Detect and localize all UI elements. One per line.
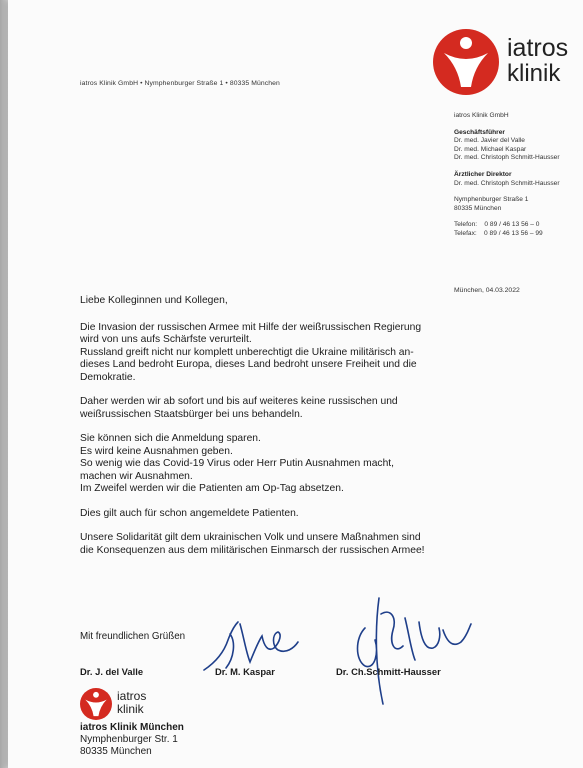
body-line: Im Zweifel werden wir die Patienten am Op-Tag absetzen. — [80, 483, 344, 494]
footer-street: Nymphenburger Str. 1 — [80, 733, 178, 745]
info-gf-heading: Geschäftsführer — [454, 128, 505, 136]
info-city: 80335 München — [454, 204, 502, 212]
body-line: Unsere Solidarität gilt dem ukrainischen Volk und unsere Maßnahmen sind — [80, 532, 421, 543]
company-info-block — [454, 112, 574, 239]
salutation: Liebe Kolleginnen und Kollegen, — [80, 295, 228, 306]
signature-schmitt-hausser — [345, 588, 475, 708]
footer-name: iatros Klinik München — [80, 722, 184, 733]
logo-wordmark — [507, 35, 568, 87]
footer-address — [80, 722, 184, 757]
paragraph-5 — [80, 532, 465, 557]
info-phone: Telefon: 0 89 / 46 13 56 – 0 — [454, 221, 540, 229]
signatory-kaspar: Dr. M. Kaspar — [215, 666, 275, 677]
scan-background-edge — [0, 0, 8, 768]
info-company: iatros Klinik GmbH — [454, 112, 509, 119]
footer-wordmark — [117, 690, 146, 716]
letterhead-logo — [433, 29, 573, 99]
body-line: Daher werden wir ab sofort und bis auf weiteres keine russischen und — [80, 396, 398, 407]
paragraph-1 — [80, 322, 465, 385]
letter-body — [80, 295, 465, 569]
footer-logo — [80, 688, 190, 722]
paragraph-2 — [80, 396, 465, 421]
person-logo-icon — [433, 29, 499, 95]
signatory-schmitt-hausser: Dr. Ch.Schmitt-Hausser — [336, 666, 441, 677]
body-line: machen wir Ausnahmen. — [80, 470, 193, 482]
footer-logo-word-1: iatros — [117, 689, 147, 703]
info-ad-1: Dr. med. Christoph Schmitt-Hausser — [454, 179, 560, 187]
logo-word-2: klinik — [507, 60, 561, 87]
body-line: Dies gilt auch für schon angemeldete Patienten. — [80, 507, 299, 519]
logo-word-1: iatros — [507, 34, 569, 62]
footer-logo-word-2: klinik — [117, 702, 144, 716]
body-line: Die Invasion der russischen Armee mit Hilfe der weißrussischen Regierung — [80, 321, 422, 333]
signature-kaspar — [198, 612, 308, 674]
info-ad-heading: Ärztlicher Direktor — [454, 170, 512, 178]
info-street: Nymphenburger Straße 1 — [454, 196, 529, 204]
paragraph-4 — [80, 508, 465, 521]
letter-date: München, 04.03.2022 — [454, 287, 520, 294]
body-line: Es wird keine Ausnahmen geben. — [80, 445, 233, 457]
body-line: wird von uns aufs Schärfste verurteilt. — [80, 334, 252, 345]
body-line: So wenig wie das Covid-19 Virus oder Herr Putin Ausnahmen macht, — [80, 458, 395, 469]
person-logo-icon — [80, 688, 112, 720]
sender-address-line: iatros Klinik GmbH • Nymphenburger Straße 1 • 80335 München — [80, 80, 280, 87]
body-line: weißrussischen Staatsbürger bei uns behandeln. — [80, 408, 303, 420]
info-fax: Telefax: 0 89 / 46 13 56 – 99 — [454, 229, 543, 237]
info-gf-3: Dr. med. Christoph Schmitt-Hausser — [454, 154, 560, 162]
paragraph-3 — [80, 433, 465, 496]
body-line: dieses Land bedroht Europa, dieses Land bedroht unsere Freiheit und die — [80, 359, 417, 370]
body-line: die Konsequenzen aus dem militärischen Einmarsch der russischen Armee! — [80, 544, 425, 556]
closing-greeting: Mit freundlichen Grüßen — [80, 631, 186, 642]
info-gf-1: Dr. med. Javier del Valle — [454, 137, 525, 145]
signatory-del-valle: Dr. J. del Valle — [80, 666, 144, 677]
body-line: Demokratie. — [80, 371, 136, 383]
footer-city: 80335 München — [80, 745, 152, 757]
body-line: Russland greift nicht nur komplett unberechtigt die Ukraine militärisch an- — [80, 346, 414, 358]
body-line: Sie können sich die Anmeldung sparen. — [80, 433, 261, 444]
info-gf-2: Dr. med. Michael Kaspar — [454, 145, 527, 153]
